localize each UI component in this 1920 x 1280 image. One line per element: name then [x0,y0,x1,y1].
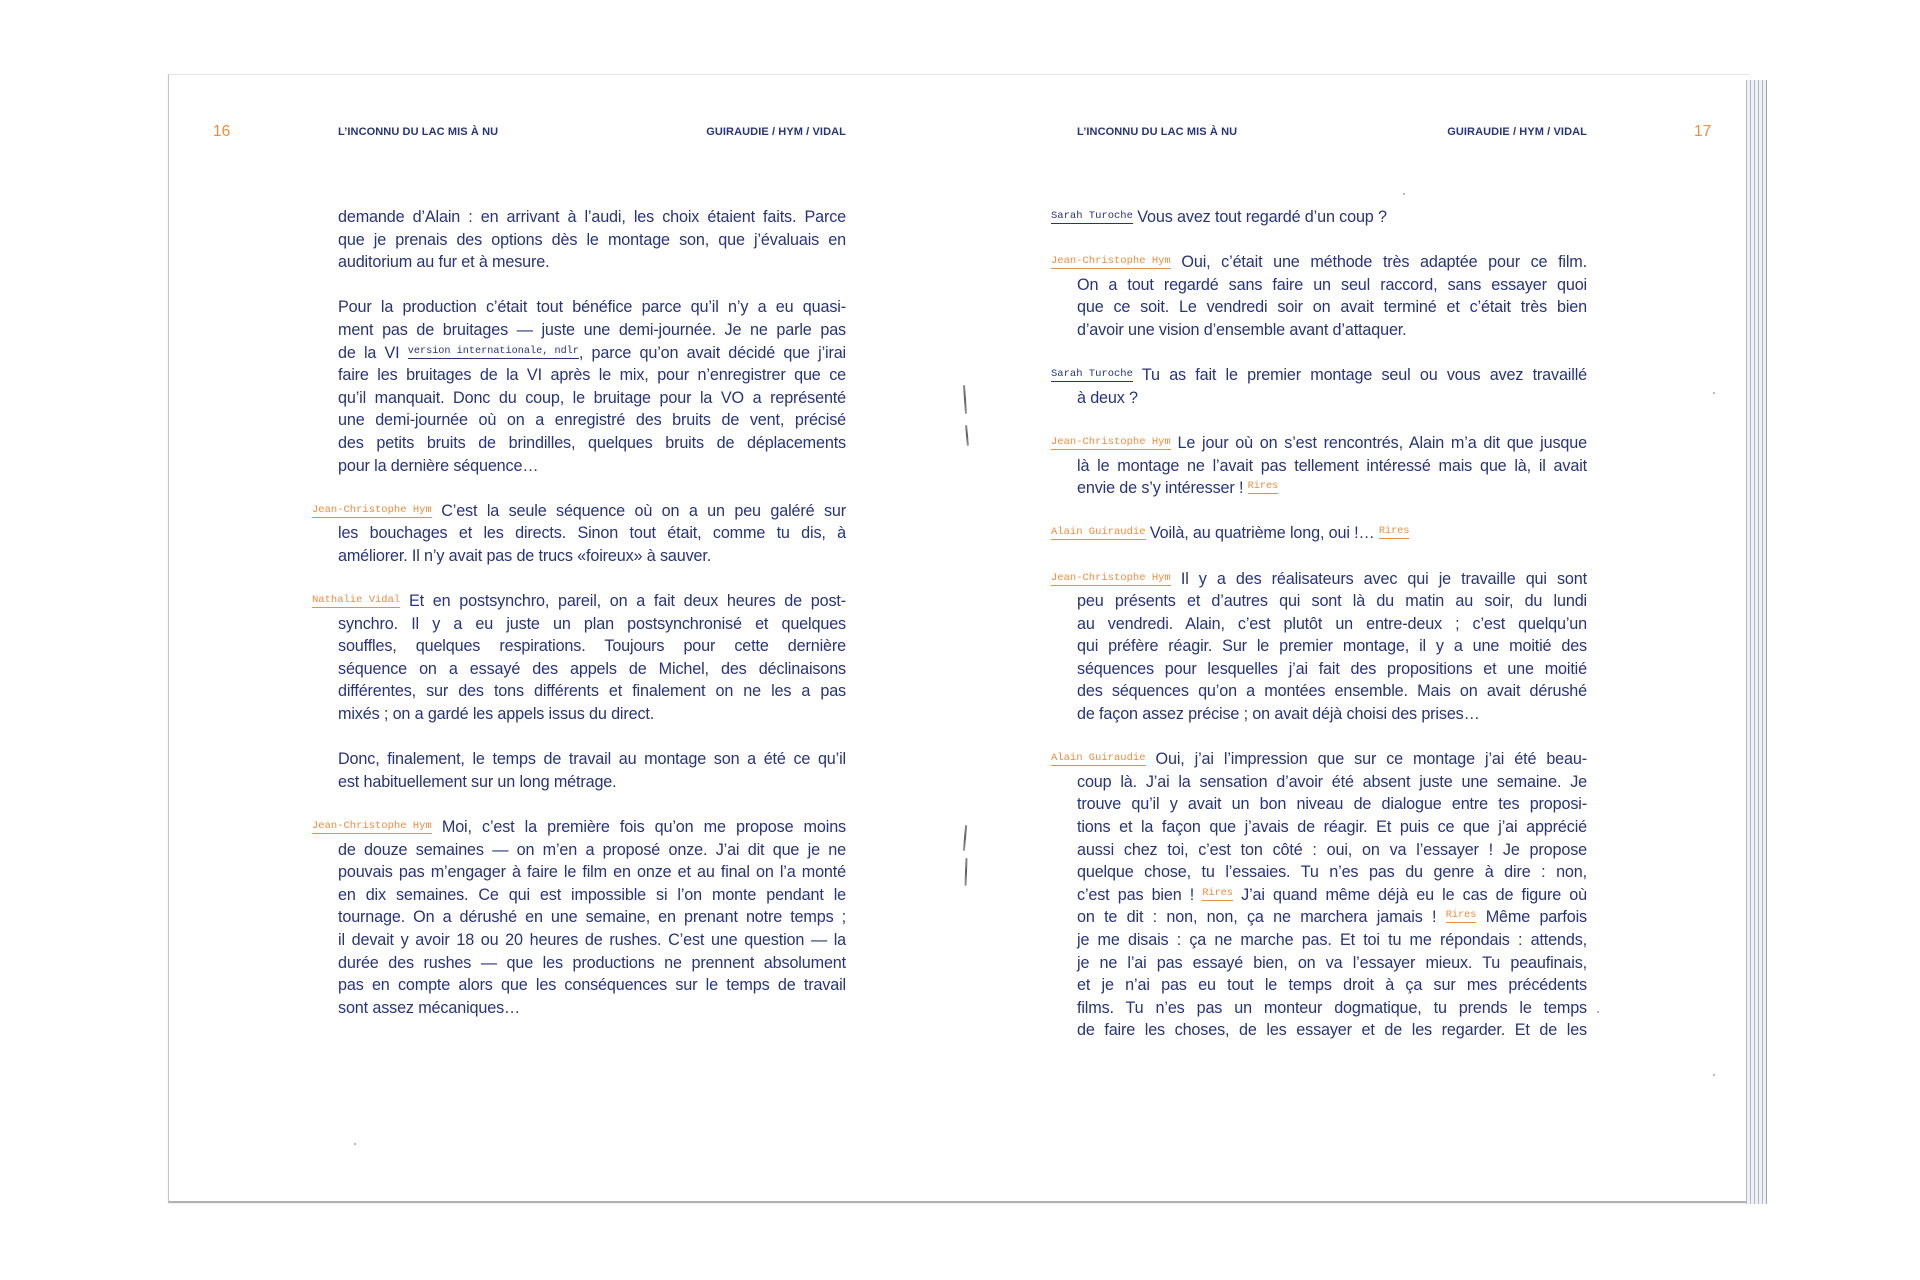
line-text: de façon assez précise ; on avait déjà choisi des prises… [1077,705,1480,724]
text-line [338,545,846,568]
text-line [1051,522,1587,545]
speaker-label: Sarah Turoche [1051,210,1133,222]
right-page-body [1051,206,1588,1065]
line-text: est habituellement sur un long métrage. [338,772,617,791]
text-line [1077,319,1587,342]
left-page-body [312,206,846,1042]
speaker-label: Alain Guiraudie [1051,526,1146,539]
text-line [338,251,846,274]
text-line [1077,703,1587,726]
running-title: L’INCONNU DU LAC MIS À NU [1077,126,1238,138]
line-text: auditorium au fur et à mesure. [338,253,550,272]
text-line [1077,771,1587,794]
text-line [338,703,846,726]
speaker-label: Jean-Christophe Hym [1051,435,1171,448]
line-text: demande d’Alain : en arrivant à l’audi, les choix étaient faits. Parce [338,208,846,226]
text-line [338,296,846,319]
text-line [1051,364,1587,387]
line-text: On a tout regardé sans faire un seul raccord, sans essayer quoi [1077,275,1587,294]
speaker-label: Alain Guiraudie [1051,752,1146,765]
text-line [1051,432,1587,455]
text-line [1077,658,1587,681]
text-line [338,613,846,636]
line-text: au vendredi. Alain, c’est plutôt un entre-deux ; c’est quelqu’un [1077,614,1587,633]
inline-note: version internationale, ndlr [407,345,579,357]
line-text: c’est pas bien ! [1077,885,1203,904]
text-line [1077,997,1587,1020]
text-line [1077,884,1587,907]
line-text: une demi-journée où on a enregistré des bruits de vent, précisé [338,411,846,430]
text-line [338,229,846,252]
body-paragraph [338,206,846,274]
page-number: 17 [1694,123,1712,140]
inline-note: Rires [1445,910,1477,922]
text-line [1077,680,1587,703]
line-text: films. Tu n’es pas un monteur dogmatique, tu prends le temps [1077,998,1587,1017]
line-text: faire les bruitages de la VI après le mix, pour n’enregistrer que ce [338,366,846,385]
speaker-paragraph [1051,251,1587,341]
text-line [1077,477,1587,500]
line-text: Le jour où on s’est rencontrés, Alain m’a dit que jusque [1177,433,1587,452]
running-authors: GUIRAUDIE / HYM / VIDAL [706,126,846,138]
text-line [1077,296,1587,319]
line-text: pas en compte alors que les conséquences sur le temps de travail [338,976,846,995]
line-text: Moi, c’est la première fois qu’on me propose moins [441,818,846,837]
text-line [1077,274,1587,297]
text-line [338,658,846,681]
line-text: Oui, c’était une méthode très adaptée pour ce film. [1181,253,1587,272]
line-text: de douze semaines — on m’en a proposé onze. J’ai dit que je ne [338,840,846,859]
text-line [1077,455,1587,478]
text-line [338,409,846,432]
line-text: on te dit : non, non, ça ne marchera jamais ! [1077,908,1446,927]
right-page [965,74,1750,1200]
text-line [1077,974,1587,997]
running-title: L’INCONNU DU LAC MIS À NU [338,126,499,138]
speaker-label: Nathalie Vidal [312,594,401,607]
speaker-paragraph [1051,432,1587,500]
inline-note: Rires [1378,526,1410,538]
text-line [1077,929,1587,952]
text-line [1077,952,1587,975]
line-text: Tu as fait le premier montage seul ou vous avez travaillé [1141,366,1588,385]
line-text: trouve qu’il y avait un bon niveau de dialogue entre tes proposi- [1077,795,1587,814]
line-text: Pour la production c’était tout bénéfice parce qu’il n’y a eu quasi- [338,298,846,317]
line-text: envie de s’y intéresser ! [1077,479,1248,498]
line-text: Oui, j’ai l’impression que sur ce montage j’ai été beau- [1155,750,1587,769]
line-text: je me disais : ça ne marche pas. Et toi tu me répondais : attends, [1077,931,1587,949]
line-text: tournage. On a dérushé en une semaine, en prenant notre temps ; [338,908,846,927]
text-line [338,929,846,952]
text-line [1077,387,1587,410]
inline-note: Rires [1247,481,1279,493]
text-line [338,387,846,410]
line-text: d’avoir une vision d’ensemble avant d’attaquer. [1077,320,1407,339]
text-line [338,974,846,997]
line-text: souffles, quelques respirations. Toujours pour cette dernière [338,637,846,656]
text-line [338,635,846,658]
body-paragraph [338,296,846,477]
text-line [338,432,846,455]
line-text: des petits bruits de brindilles, quelques bruits de déplacements [338,433,846,452]
text-line [1051,748,1587,771]
line-text: peu présents et d’autres qui sont là du matin au soir, du lundi [1077,592,1587,611]
line-text: ment pas de bruitages — juste une demi-journée. Je ne parle pas [338,320,846,339]
text-line [1077,590,1587,613]
line-text: séquences pour lesquelles j’ai fait des propositions et une moitié [1077,659,1587,678]
text-line [1077,839,1587,862]
text-line [312,500,846,523]
text-line [338,952,846,975]
line-text: pouvais pas m’engager à faire le film en onze et au final on l’a monté [338,863,846,882]
line-text: Il y a des réalisateurs avec qui je travaille qui sont [1180,569,1587,588]
line-text: là le montage ne l’avait pas tellement intéressé mais que là, il avait [1077,456,1587,475]
line-text: que je prenais des options dès le montage son, que j’évaluais en [338,230,846,249]
line-text: il devait y avoir 18 ou 20 heures de rushes. C’est une question — la [338,931,846,949]
line-text: quelque chose, tu l’essaies. Tu n’es pas du genre à dire : non, [1077,863,1587,882]
text-line [338,522,846,545]
text-line [1051,568,1587,591]
line-text: de faire les choses, de les essayer et de les regarder. Et de les [1077,1021,1587,1040]
line-text: améliorer. Il n’y avait pas de trucs «foireux» à sauver. [338,546,712,565]
text-line [338,680,846,703]
left-page [168,74,965,1200]
text-line [1077,861,1587,884]
body-paragraph [338,748,846,793]
line-text: les bouchages et les directs. Sinon tout était, comme tu dis, à [338,524,846,543]
text-line [1051,206,1587,229]
text-line [338,319,846,342]
text-line [338,839,846,862]
speaker-paragraph [312,816,846,1019]
text-line [338,906,846,929]
line-text: durée des rushes — que les productions ne prennent absolument [338,953,846,972]
text-line [338,884,846,907]
line-text: Et en postsynchro, pareil, on a fait deux heures de post- [409,592,846,611]
text-line [338,206,846,229]
text-line [1077,613,1587,636]
speaker-paragraph [1051,522,1587,545]
line-text: Même parfois [1476,908,1587,927]
speaker-label: Sarah Turoche [1051,368,1133,381]
text-line [1077,635,1587,658]
inline-note: Rires [1202,887,1233,899]
speaker-label: Jean-Christophe Hym [312,820,432,833]
line-text: Donc, finalement, le temps de travail au montage son a été ce qu’il [338,750,846,769]
line-text: et je n’ai pas eu tout le temps droit à ça sur mes précédents [1077,976,1587,995]
line-text: qu’il manquait. Donc du coup, le bruitage pour la VO a représenté [338,388,846,407]
line-text: différentes, sur des tons différents et finalement on ne les a pas [338,682,846,701]
line-text: à deux ? [1077,388,1138,407]
line-text: coup là. J’ai la sensation d’avoir été absent juste une semaine. Je [1077,772,1587,791]
text-line [338,771,846,794]
speaker-label: Jean-Christophe Hym [1051,255,1171,268]
line-text: en dix semaines. Ce qui est impossible si l’on monte pendant le [338,885,846,904]
text-line [338,364,846,387]
text-line [338,748,846,771]
speaker-paragraph [312,590,846,726]
text-line [1077,906,1587,929]
text-line [1051,251,1587,274]
speaker-label: Jean-Christophe Hym [1051,571,1171,584]
running-authors: GUIRAUDIE / HYM / VIDAL [1447,126,1587,138]
line-text: synchro. Il y a eu juste un plan postsynchronisé et quelques [338,614,846,633]
text-line [312,816,846,839]
line-text: de la VI [338,343,408,362]
text-line [1077,816,1587,839]
text-line [338,861,846,884]
line-text: séquence on a essayé des appels de Michel, des déclinaisons [338,659,846,678]
speaker-paragraph [1051,568,1587,726]
line-text: aussi chez toi, c’est ton côté : oui, on va l’essayer ! Je propose [1077,840,1587,859]
line-text: , parce qu’on avait décidé que j’irai [578,343,846,362]
line-text: des séquences qu’on a montées ensemble. Mais on avait dérushé [1077,682,1587,701]
speaker-label: Jean-Christophe Hym [312,503,432,516]
text-line [1077,793,1587,816]
speaker-paragraph [1051,206,1587,229]
speaker-paragraph [1051,364,1588,409]
line-text: mixés ; on a gardé les appels issus du direct. [338,705,655,724]
page-number: 16 [213,123,231,140]
text-line [338,997,846,1020]
line-text: je ne l’ai pas essayé bien, on va l’essayer mieux. Tu peaufinais, [1077,953,1587,972]
line-text: tions et la façon que j’avais de réagir. Et puis ce que j’ai apprécié [1077,818,1587,837]
line-text: Vous avez tout regardé d’un coup ? [1137,208,1387,226]
line-text: pour la dernière séquence… [338,456,539,475]
text-line [312,590,846,613]
text-line [1077,1019,1587,1042]
line-text: Voilà, au quatrième long, oui !… [1149,524,1379,543]
line-text: sont assez mécaniques… [338,998,521,1017]
text-line [338,455,846,478]
text-line [338,342,846,365]
line-text: qui préfère réagir. Sur le premier montage, il y a une moitié des [1077,637,1587,656]
line-text: C’est la seule séquence où on a un peu galéré sur [441,501,846,520]
line-text: que ce soit. Le vendredi soir on avait terminé et c’était très bien [1077,298,1587,317]
line-text: J’ai quand même déjà eu le cas de figure où [1232,885,1587,904]
speaker-paragraph [1051,748,1587,1042]
speaker-paragraph [312,500,846,568]
